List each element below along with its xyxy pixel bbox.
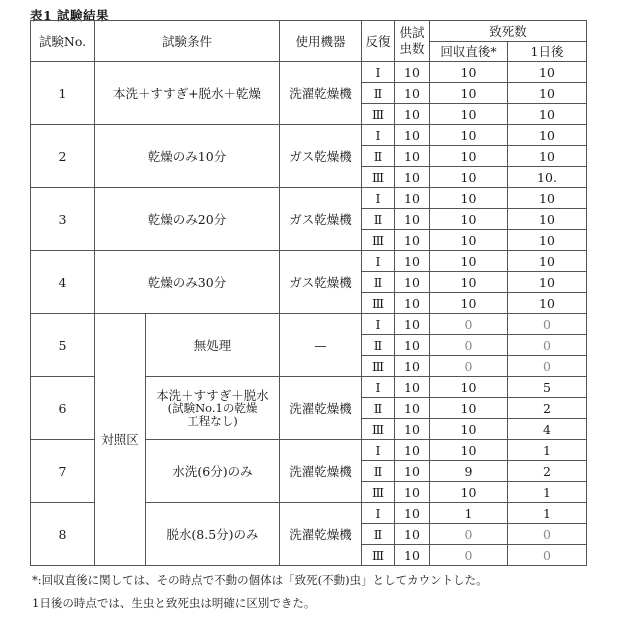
- equipment-cell: —: [280, 314, 362, 377]
- mortality-right-after-cell: 0: [430, 314, 508, 335]
- mortality-right-after-cell: 10: [430, 167, 508, 188]
- condition-cell: 乾燥のみ10分: [95, 125, 280, 188]
- mortality-one-day-cell: 0: [508, 356, 587, 377]
- mortality-right-after-cell: 10: [430, 482, 508, 503]
- insect-count-cell: 10: [395, 125, 430, 146]
- insect-count-cell: 10: [395, 146, 430, 167]
- mortality-right-after-cell: 10: [430, 209, 508, 230]
- replicate-cell: Ⅱ: [362, 146, 395, 167]
- replicate-cell: Ⅰ: [362, 188, 395, 209]
- insect-count-cell: 10: [395, 272, 430, 293]
- table-body: [31, 62, 587, 566]
- mortality-one-day-cell: 10: [508, 62, 587, 83]
- mortality-right-after-cell: 10: [430, 83, 508, 104]
- mortality-right-after-cell: 10: [430, 251, 508, 272]
- mortality-right-after-cell: 9: [430, 461, 508, 482]
- equipment-cell: 洗濯乾燥機: [280, 503, 362, 566]
- mortality-right-after-cell: 10: [430, 272, 508, 293]
- mortality-right-after-cell: 10: [430, 230, 508, 251]
- insect-count-cell: 10: [395, 62, 430, 83]
- insect-count-cell: 10: [395, 419, 430, 440]
- mortality-right-after-cell: 10: [430, 377, 508, 398]
- results-table: [30, 20, 587, 566]
- table-row: [31, 251, 587, 272]
- mortality-one-day-cell: 10: [508, 104, 587, 125]
- replicate-cell: Ⅰ: [362, 440, 395, 461]
- replicate-cell: Ⅱ: [362, 83, 395, 104]
- trial-no-cell: 5: [31, 314, 95, 377]
- mortality-one-day-cell: 2: [508, 461, 587, 482]
- mortality-right-after-cell: 10: [430, 146, 508, 167]
- control-group-cell: 対照区: [95, 314, 146, 566]
- trial-no-cell: 7: [31, 440, 95, 503]
- footnote-2: 1日後の時点では、生虫と致死虫は明確に区別できた。: [32, 596, 316, 610]
- equipment-cell: ガス乾燥機: [280, 251, 362, 314]
- mortality-right-after-cell: 10: [430, 419, 508, 440]
- replicate-cell: Ⅱ: [362, 524, 395, 545]
- table-row: [31, 62, 587, 83]
- mortality-one-day-cell: 1: [508, 503, 587, 524]
- condition-cell: 乾燥のみ30分: [95, 251, 280, 314]
- header-mortality: 致死数: [430, 21, 587, 42]
- mortality-one-day-cell: 0: [508, 524, 587, 545]
- trial-no-cell: 8: [31, 503, 95, 566]
- mortality-right-after-cell: 0: [430, 335, 508, 356]
- mortality-right-after-cell: 10: [430, 62, 508, 83]
- equipment-cell: ガス乾燥機: [280, 125, 362, 188]
- insect-count-cell: 10: [395, 482, 430, 503]
- condition-cell: [146, 377, 280, 440]
- mortality-one-day-cell: 10: [508, 272, 587, 293]
- insect-count-cell: 10: [395, 83, 430, 104]
- insect-count-cell: 10: [395, 104, 430, 125]
- insect-count-cell: 10: [395, 209, 430, 230]
- replicate-cell: Ⅲ: [362, 356, 395, 377]
- mortality-one-day-cell: 10.: [508, 167, 587, 188]
- header-conditions: 試験条件: [95, 21, 280, 62]
- insect-count-cell: 10: [395, 461, 430, 482]
- condition-main: 本洗＋すすぎ＋脱水: [156, 387, 269, 403]
- mortality-right-after-cell: 10: [430, 104, 508, 125]
- replicate-cell: Ⅰ: [362, 251, 395, 272]
- mortality-one-day-cell: 10: [508, 209, 587, 230]
- mortality-right-after-cell: 10: [430, 125, 508, 146]
- insect-count-cell: 10: [395, 377, 430, 398]
- mortality-one-day-cell: 10: [508, 188, 587, 209]
- replicate-cell: Ⅱ: [362, 398, 395, 419]
- mortality-right-after-cell: 10: [430, 440, 508, 461]
- mortality-right-after-cell: 1: [430, 503, 508, 524]
- condition-cell: 乾燥のみ20分: [95, 188, 280, 251]
- insect-count-cell: 10: [395, 503, 430, 524]
- replicate-cell: Ⅲ: [362, 293, 395, 314]
- condition-note: 工程なし): [187, 413, 238, 428]
- mortality-one-day-cell: 10: [508, 125, 587, 146]
- table-row: [31, 125, 587, 146]
- insect-count-cell: 10: [395, 398, 430, 419]
- mortality-one-day-cell: 10: [508, 83, 587, 104]
- replicate-cell: Ⅰ: [362, 314, 395, 335]
- mortality-right-after-cell: 0: [430, 524, 508, 545]
- mortality-one-day-cell: 10: [508, 146, 587, 167]
- mortality-one-day-cell: 4: [508, 419, 587, 440]
- insect-count-cell: 10: [395, 314, 430, 335]
- mortality-one-day-cell: 1: [508, 440, 587, 461]
- replicate-cell: Ⅲ: [362, 545, 395, 566]
- insect-count-cell: 10: [395, 251, 430, 272]
- mortality-one-day-cell: 10: [508, 230, 587, 251]
- replicate-cell: Ⅲ: [362, 167, 395, 188]
- header-insects-line2: 虫数: [399, 41, 425, 56]
- trial-no-cell: 6: [31, 377, 95, 440]
- footnotes: [32, 569, 488, 615]
- mortality-one-day-cell: 0: [508, 335, 587, 356]
- trial-no-cell: 1: [31, 62, 95, 125]
- replicate-cell: Ⅱ: [362, 335, 395, 356]
- replicate-cell: Ⅰ: [362, 62, 395, 83]
- insect-count-cell: 10: [395, 440, 430, 461]
- mortality-one-day-cell: 2: [508, 398, 587, 419]
- equipment-cell: 洗濯乾燥機: [280, 377, 362, 440]
- mortality-one-day-cell: 1: [508, 482, 587, 503]
- replicate-cell: Ⅲ: [362, 104, 395, 125]
- header-trial-no: 試験No.: [31, 21, 95, 62]
- mortality-one-day-cell: 0: [508, 314, 587, 335]
- replicate-cell: Ⅲ: [362, 230, 395, 251]
- replicate-cell: Ⅰ: [362, 377, 395, 398]
- equipment-cell: 洗濯乾燥機: [280, 62, 362, 125]
- header-replicate: 反復: [362, 21, 395, 62]
- table-row: [31, 188, 587, 209]
- trial-no-cell: 3: [31, 188, 95, 251]
- header-equipment: 使用機器: [280, 21, 362, 62]
- replicate-cell: Ⅰ: [362, 503, 395, 524]
- table-row: [31, 314, 587, 335]
- mortality-right-after-cell: 10: [430, 398, 508, 419]
- table-caption: 表1 試験結果: [30, 8, 110, 23]
- replicate-cell: Ⅰ: [362, 125, 395, 146]
- mortality-one-day-cell: 0: [508, 545, 587, 566]
- mortality-right-after-cell: 0: [430, 356, 508, 377]
- replicate-cell: Ⅱ: [362, 461, 395, 482]
- trial-no-cell: 2: [31, 125, 95, 188]
- mortality-right-after-cell: 10: [430, 188, 508, 209]
- condition-cell: 無処理: [146, 314, 280, 377]
- header-insects: [395, 21, 430, 62]
- mortality-right-after-cell: 0: [430, 545, 508, 566]
- equipment-cell: ガス乾燥機: [280, 188, 362, 251]
- condition-cell: 脱水(8.5分)のみ: [146, 503, 280, 566]
- insect-count-cell: 10: [395, 167, 430, 188]
- condition-cell: 水洗(6分)のみ: [146, 440, 280, 503]
- insect-count-cell: 10: [395, 335, 430, 356]
- header-insects-line1: 供試: [399, 25, 425, 40]
- insect-count-cell: 10: [395, 524, 430, 545]
- mortality-right-after-cell: 10: [430, 293, 508, 314]
- replicate-cell: Ⅲ: [362, 419, 395, 440]
- insect-count-cell: 10: [395, 230, 430, 251]
- insect-count-cell: 10: [395, 188, 430, 209]
- condition-note: (試験No.1の乾燥: [167, 400, 258, 415]
- header-one-day-after: 1日後: [508, 42, 587, 62]
- insect-count-cell: 10: [395, 293, 430, 314]
- header-right-after: 回収直後*: [430, 42, 508, 62]
- mortality-one-day-cell: 10: [508, 293, 587, 314]
- insect-count-cell: 10: [395, 545, 430, 566]
- trial-no-cell: 4: [31, 251, 95, 314]
- footnote-1: *:回収直後に関しては、その時点で不動の個体は「致死(不動)虫」としてカウントした。: [32, 573, 488, 587]
- equipment-cell: 洗濯乾燥機: [280, 440, 362, 503]
- mortality-one-day-cell: 10: [508, 251, 587, 272]
- insect-count-cell: 10: [395, 356, 430, 377]
- replicate-cell: Ⅲ: [362, 482, 395, 503]
- condition-cell: 本洗＋すすぎ+脱水＋乾燥: [95, 62, 280, 125]
- replicate-cell: Ⅱ: [362, 272, 395, 293]
- mortality-one-day-cell: 5: [508, 377, 587, 398]
- replicate-cell: Ⅱ: [362, 209, 395, 230]
